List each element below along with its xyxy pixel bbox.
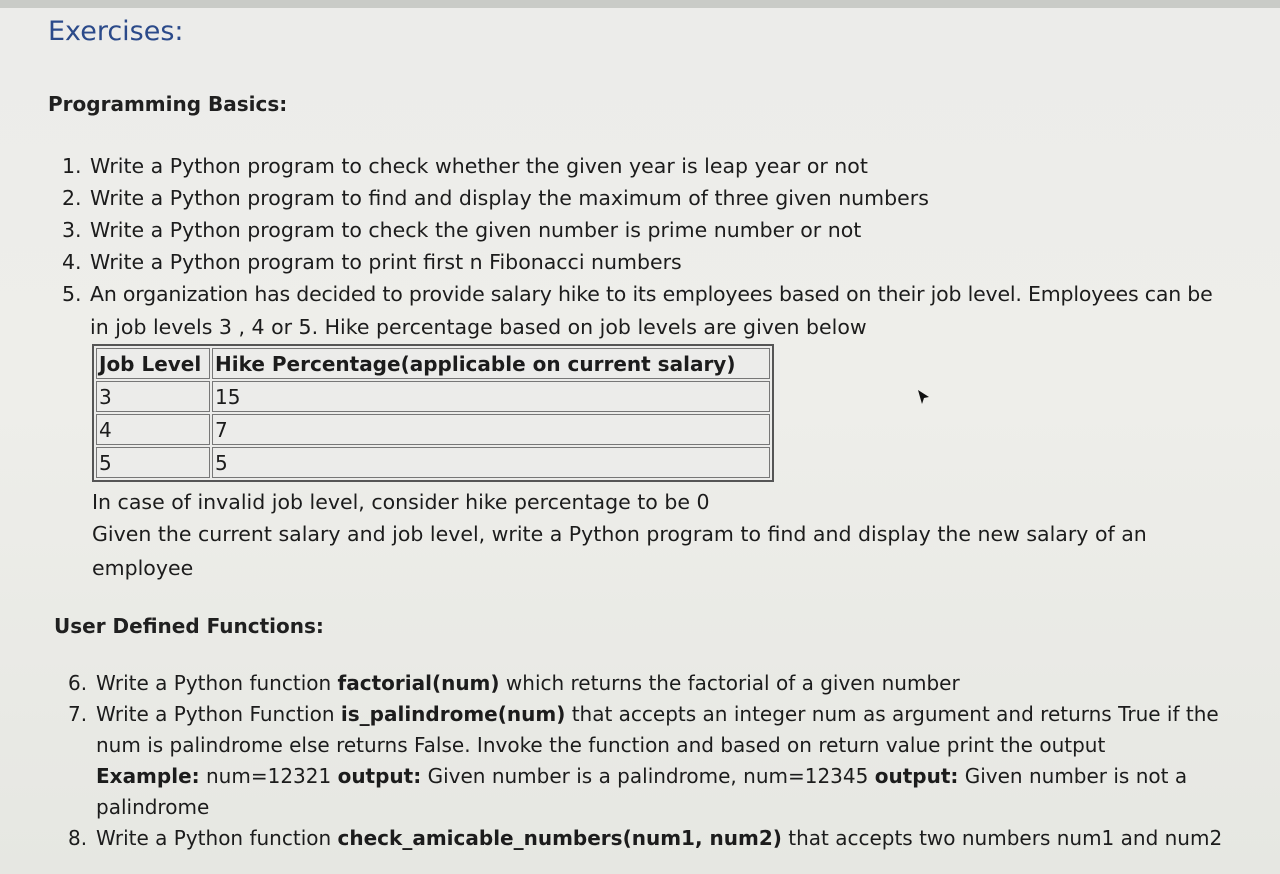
item-text: Write a Python program to find and display the maximum of three given numbers [90, 186, 929, 210]
item-number: 6. [68, 671, 88, 695]
list-item [68, 699, 1222, 730]
output-label: output: [337, 764, 422, 788]
page-heading: Exercises: [48, 16, 184, 47]
hike-percentage-table [92, 344, 774, 482]
task-description: Given the current salary and job level, write a Python program to find and display the new salary of an [92, 522, 1147, 546]
item-text: An organization has decided to provide salary hike to its employees based on their job level. Employees can be [90, 282, 1213, 306]
column-header-job-level: Job Level [96, 348, 210, 379]
item-5-continuation: in job levels 3 , 4 or 5. Hike percentage based on job levels are given below [90, 315, 867, 339]
item-text: Write a Python program to check the given number is prime number or not [90, 218, 862, 242]
window-top-edge [0, 0, 1280, 8]
table-cell: 4 [96, 414, 210, 445]
example-label: Example: [96, 764, 200, 788]
table-cell: 3 [96, 381, 210, 412]
function-name: check_amicable_numbers(num1, num2) [337, 826, 782, 850]
table-cell: 7 [212, 414, 770, 445]
item-number: 5. [62, 282, 82, 306]
list-item [68, 823, 1222, 854]
table-row [96, 381, 770, 412]
output-label: output: [874, 764, 959, 788]
section-title-user-defined-functions: User Defined Functions: [54, 614, 324, 638]
example-text: num=12321 [199, 764, 338, 788]
programming-basics-list [62, 150, 1213, 310]
mouse-pointer-icon [914, 388, 932, 406]
list-item [62, 150, 1213, 182]
invalid-level-note: In case of invalid job level, consider hike percentage to be 0 [92, 490, 710, 514]
list-item [62, 278, 1213, 310]
function-name: is_palindrome(num) [340, 702, 566, 726]
item-number: 1. [62, 154, 82, 178]
table-row [96, 414, 770, 445]
table-cell: 15 [212, 381, 770, 412]
list-item [62, 182, 1213, 214]
item-number: 2. [62, 186, 82, 210]
list-item [62, 214, 1213, 246]
item-text: Write a Python Function [96, 702, 341, 726]
item-text: Write a Python program to check whether the given year is leap year or not [90, 154, 868, 178]
item-text: that accepts two numbers num1 and num2 [781, 826, 1223, 850]
table-cell: 5 [96, 447, 210, 478]
item-number: 8. [68, 826, 88, 850]
example-text: Given number is a palindrome, num=12345 [421, 764, 875, 788]
table-header-row [96, 348, 770, 379]
list-item [62, 246, 1213, 278]
item-number: 4. [62, 250, 82, 274]
example-text: Given number is not a [958, 764, 1188, 788]
item-number: 3. [62, 218, 82, 242]
table-cell: 5 [212, 447, 770, 478]
list-item [68, 668, 1222, 699]
item-text: Write a Python function [96, 826, 338, 850]
item-text: which returns the factorial of a given number [499, 671, 960, 695]
task-description-continued: employee [92, 556, 194, 580]
column-header-hike-percentage: Hike Percentage(applicable on current salary) [212, 348, 770, 379]
function-name: factorial(num) [337, 671, 500, 695]
section-title-programming-basics: Programming Basics: [48, 92, 288, 116]
item-text: Write a Python program to print first n Fibonacci numbers [90, 250, 682, 274]
item-text: Write a Python function [96, 671, 338, 695]
item-7-example [68, 761, 1222, 792]
user-functions-list [68, 668, 1222, 854]
item-text: that accepts an integer num as argument and returns True if the [565, 702, 1219, 726]
item-7-line-2: num is palindrome else returns False. Invoke the function and based on return value print the output [96, 733, 1106, 757]
item-number: 7. [68, 702, 88, 726]
table-row [96, 447, 770, 478]
item-7-example-continued: palindrome [96, 795, 210, 819]
